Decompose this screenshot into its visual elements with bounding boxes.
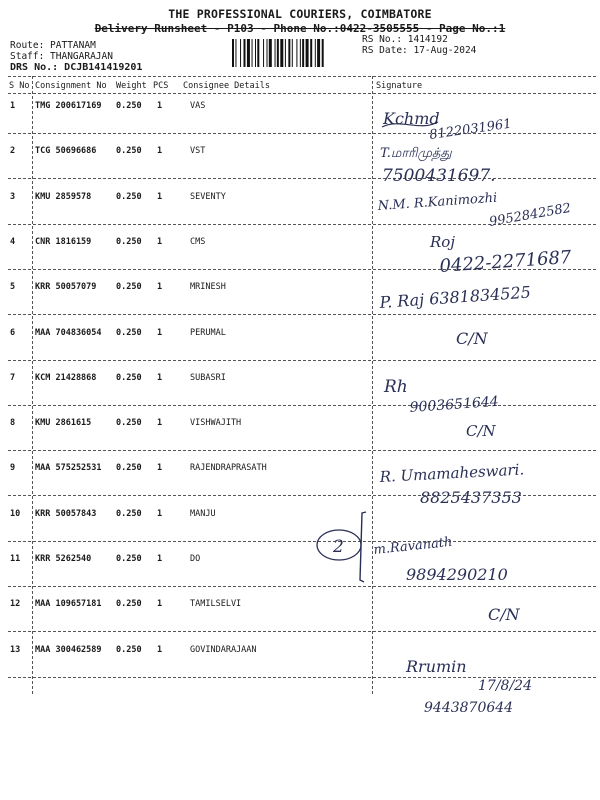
consignment-number: KRR 50057079 [35,282,97,293]
runsheet-title: Delivery Runsheet - P103 - Phone No.:0422-3505555 - Page No.:1 [94,22,506,35]
col-consignment-header: Consignment No [35,81,107,91]
rs-number: RS No.: 1414192 [362,34,448,45]
pcs-value: 1 [157,644,163,655]
row-sno: 10 [10,508,21,519]
weight-value: 0.250 [116,463,142,474]
col-sno-header: S No [9,81,30,91]
pcs-value: 1 [157,146,163,157]
hw-signature: P. Raj 6381834525 [378,282,532,312]
consignee-name: VISHWAJITH [190,418,242,429]
weight-value: 0.250 [116,191,142,202]
weight-value: 0.250 [116,554,142,564]
hw-cn-mark: C/N [488,605,520,624]
consignment-number: KRR 5262540 [35,554,92,564]
hw-signature: Rrumin [406,657,467,676]
consignee-name: CMS [190,236,206,247]
consignee-name: DO [190,554,201,564]
hw-signature: Kchmd [383,109,440,128]
row-sno: 13 [10,644,21,655]
weight-value: 0.250 [116,101,142,111]
weight-value: 0.250 [116,372,142,383]
consignee-name: GOVINDARAJAAN [190,644,257,655]
pcs-value: 1 [157,418,163,429]
row-sno: 6 [10,327,16,338]
hw-phone: 0422-2271687 [438,246,573,277]
row-sno: 12 [10,599,21,610]
row-sno: 1 [10,101,16,111]
pcs-value: 1 [157,327,163,338]
consignment-number: MAA 300462589 [35,644,102,655]
consignee-name: SUBASRI [190,372,226,383]
row-sno: 9 [10,463,16,474]
weight-value: 0.250 [116,418,142,429]
consignee-name: VAS [190,101,206,111]
pcs-value: 1 [157,236,163,247]
consignment-number: TMG 200617169 [35,101,102,111]
hw-phone: 9443870644 [424,700,514,716]
hw-cn-mark: C/N [456,329,488,348]
rs-date: RS Date: 17-Aug-2024 [362,45,477,56]
weight-value: 0.250 [116,327,142,338]
hw-bracket [360,512,366,582]
col-signature-header: Signature [376,81,423,91]
consignee-name: PERUMAL [190,327,226,338]
consignee-name: VST [190,146,206,157]
pcs-value: 1 [157,372,163,383]
consignment-number: MAA 704836054 [35,327,102,338]
hw-phone: 8825437353 [420,488,522,507]
consignee-name: MANJU [190,508,216,519]
hw-phone: 9003651644 [409,393,500,416]
consignee-name: SEVENTY [190,191,226,202]
staff-label: Staff: THANGARAJAN [10,51,113,62]
col-pcs-header: PCS [153,81,169,91]
row-sno: 5 [10,282,16,293]
pcs-value: 1 [157,508,163,519]
hw-phone: 9952842582 [488,200,573,230]
row-sno: 4 [10,236,16,247]
consignee-name: MRINESH [190,282,226,293]
weight-value: 0.250 [116,508,142,519]
hw-signature: T.மாரிமுத்து [380,146,452,161]
company-title: THE PROFESSIONAL COURIERS, COIMBATORE [168,7,432,21]
hw-date: 17/8/24 [478,678,532,694]
weight-value: 0.250 [116,236,142,247]
consignment-number: KMU 2859578 [35,191,92,202]
row-sno: 7 [10,372,16,383]
consignment-number: CNR 1816159 [35,236,92,247]
hw-signature: Roj [430,233,455,251]
weight-value: 0.250 [116,644,142,655]
route-label: Route: PATTANAM [10,40,96,51]
pcs-value: 1 [157,191,163,202]
consignment-number: TCG 50696686 [35,146,97,157]
consignment-number: MAA 575252531 [35,463,102,474]
consignment-number: KCM 21428868 [35,372,97,383]
drs-number: DRS No.: DCJB141419201 [10,62,143,73]
hw-signature: m.Ravanath [372,534,454,558]
row-sno: 8 [10,418,16,429]
consignee-name: RAJENDRAPRASATH [190,463,267,474]
col-weight-header: Weight [116,81,147,91]
hw-circle-number: 2 [333,537,344,557]
consignment-number: KRR 50057843 [35,508,97,519]
consignment-number: KMU 2861615 [35,418,92,429]
pcs-value: 1 [157,463,163,474]
weight-value: 0.250 [116,282,142,293]
pcs-value: 1 [157,599,163,610]
hw-phone: 7500431697. [382,166,496,186]
hw-signature: R. Umamaheswari. [379,460,525,486]
hw-cn-mark: C/N [466,422,496,440]
row-sno: 11 [10,554,21,564]
row-sno: 3 [10,191,16,202]
col-consignee-header: Consignee Details [183,81,270,91]
weight-value: 0.250 [116,146,142,157]
consignee-name: TAMILSELVI [190,599,242,610]
consignment-number: MAA 109657181 [35,599,102,610]
hw-signature: Rh [384,377,408,397]
hw-phone: 8122031961 [428,116,513,143]
pcs-value: 1 [157,554,163,564]
hw-phone: 9894290210 [406,565,508,584]
weight-value: 0.250 [116,599,142,610]
pcs-value: 1 [157,282,163,293]
hw-signature: N.M. R.Kanimozhi [377,190,498,214]
row-sno: 2 [10,146,16,157]
pcs-value: 1 [157,101,163,111]
